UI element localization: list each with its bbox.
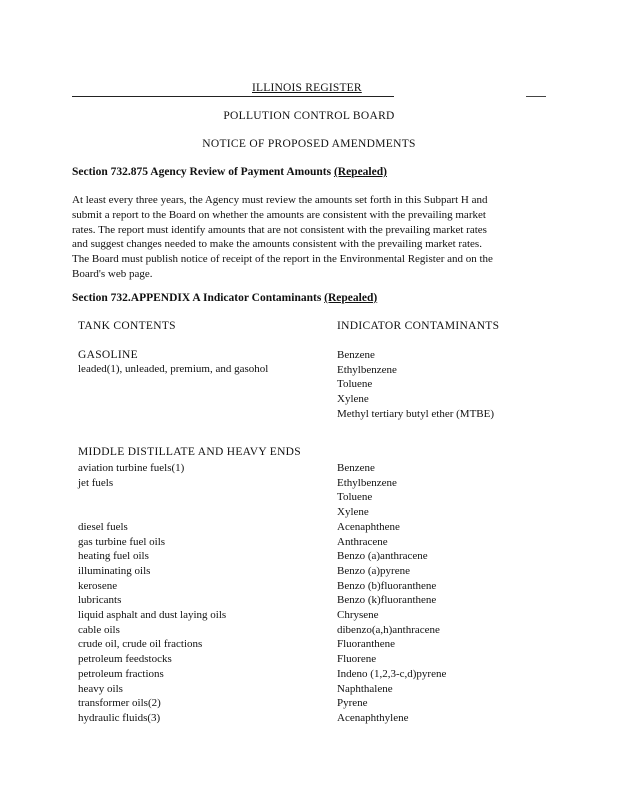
header-rule bbox=[72, 96, 394, 97]
indicator-contaminant-item: Ethylbenzene bbox=[337, 363, 397, 376]
tank-content-item: petroleum fractions bbox=[78, 667, 164, 680]
tank-content-item: transformer oils(2) bbox=[78, 697, 161, 710]
indicator-contaminant-item: Ethylbenzene bbox=[337, 476, 397, 489]
tank-content-item: diesel fuels bbox=[78, 520, 128, 533]
paragraph-line: The Board must publish notice of receipt of the report in the Environmental Register and on the bbox=[72, 253, 493, 266]
tank-content-item: heavy oils bbox=[78, 682, 123, 695]
indicator-contaminant-item: Benzo (k)fluoranthene bbox=[337, 594, 437, 607]
tank-content-item: crude oil, crude oil fractions bbox=[78, 638, 203, 651]
tank-contents-header: TANK CONTENTS bbox=[78, 320, 176, 332]
paragraph-line: submit a report to the Board on whether the amounts are consistent with the prevailing market bbox=[72, 208, 486, 221]
section-heading-text: Section 732.APPENDIX A Indicator Contaminants bbox=[72, 292, 322, 304]
tank-content-item: liquid asphalt and dust laying oils bbox=[78, 609, 227, 621]
tank-content-item: heating fuel oils bbox=[78, 550, 149, 563]
gasoline-group-title: GASOLINE bbox=[78, 349, 138, 361]
paragraph-line: rates. The report must identify amounts that are not consistent with the prevailing market rates bbox=[72, 223, 487, 236]
paragraph-line: At least every three years, the Agency must review the amounts set forth in this Subpart H and bbox=[72, 194, 488, 206]
tank-content-item: lubricants bbox=[78, 594, 122, 607]
indicator-contaminant-item: Benzo (a)anthracene bbox=[337, 550, 428, 563]
indicator-contaminants-header: INDICATOR CONTAMINANTS bbox=[337, 320, 500, 332]
repealed-status: (Repealed) bbox=[333, 166, 387, 178]
indicator-contaminant-item: Naphthalene bbox=[337, 682, 393, 695]
indicator-contaminant-item: dibenzo(a,h)anthracene bbox=[337, 623, 440, 636]
tank-content-item: cable oils bbox=[78, 623, 120, 636]
tank-content-item: petroleum feedstocks bbox=[78, 653, 172, 666]
tank-content-item: hydraulic fluids(3) bbox=[78, 711, 161, 724]
indicator-contaminant-item: Toluene bbox=[337, 491, 373, 504]
indicator-contaminant-item: Acenaphthene bbox=[337, 520, 400, 533]
paragraph-line: and suggest changes needed to make the amounts consistent with the prevailing market rates. bbox=[72, 238, 482, 251]
register-title: ILLINOIS REGISTER bbox=[252, 82, 362, 94]
section-732-875-paragraph bbox=[72, 193, 542, 282]
indicator-contaminant-item: Anthracene bbox=[337, 535, 388, 548]
indicator-contaminant-item: Fluoranthene bbox=[337, 638, 396, 651]
appendix-a-heading bbox=[72, 292, 377, 304]
indicator-contaminant-item: Xylene bbox=[337, 506, 369, 519]
indicator-contaminant-item: Benzene bbox=[337, 462, 375, 474]
tank-content-item: jet fuels bbox=[78, 476, 114, 489]
indicator-contaminant-item: Fluorene bbox=[337, 653, 377, 666]
indicator-contaminant-item: Indeno (1,2,3-c,d)pyrene bbox=[337, 667, 447, 680]
indicator-contaminant-item: Acenaphthylene bbox=[337, 711, 409, 724]
tank-content-item: kerosene bbox=[78, 579, 118, 592]
paragraph-line: Board's web page. bbox=[72, 267, 153, 280]
indicator-contaminant-item: Methyl tertiary butyl ether (MTBE) bbox=[337, 407, 495, 420]
indicator-contaminant-item: Pyrene bbox=[337, 697, 368, 710]
header-rule-right bbox=[526, 96, 546, 97]
section-732-875-heading bbox=[72, 166, 387, 178]
board-title: POLLUTION CONTROL BOARD bbox=[223, 110, 395, 122]
indicator-contaminant-item: Chrysene bbox=[337, 609, 379, 621]
section-heading-text: Section 732.875 Agency Review of Payment Amounts bbox=[72, 166, 332, 178]
tank-content-item: leaded(1), unleaded, premium, and gasohol bbox=[78, 363, 269, 375]
indicator-contaminant-item: Xylene bbox=[337, 393, 369, 406]
indicator-contaminant-item: Benzo (a)pyrene bbox=[337, 564, 410, 577]
indicator-contaminant-item: Benzene bbox=[337, 349, 375, 361]
tank-content-item: gas turbine fuel oils bbox=[78, 535, 166, 548]
indicator-contaminant-item: Benzo (b)fluoranthene bbox=[337, 579, 437, 592]
middle-distillate-group-title: MIDDLE DISTILLATE AND HEAVY ENDS bbox=[78, 446, 301, 458]
repealed-status: (Repealed) bbox=[324, 292, 378, 304]
indicator-contaminant-item: Toluene bbox=[337, 378, 373, 391]
notice-title: NOTICE OF PROPOSED AMENDMENTS bbox=[202, 138, 416, 150]
tank-content-item: aviation turbine fuels(1) bbox=[78, 462, 185, 474]
tank-content-item: illuminating oils bbox=[78, 564, 151, 577]
